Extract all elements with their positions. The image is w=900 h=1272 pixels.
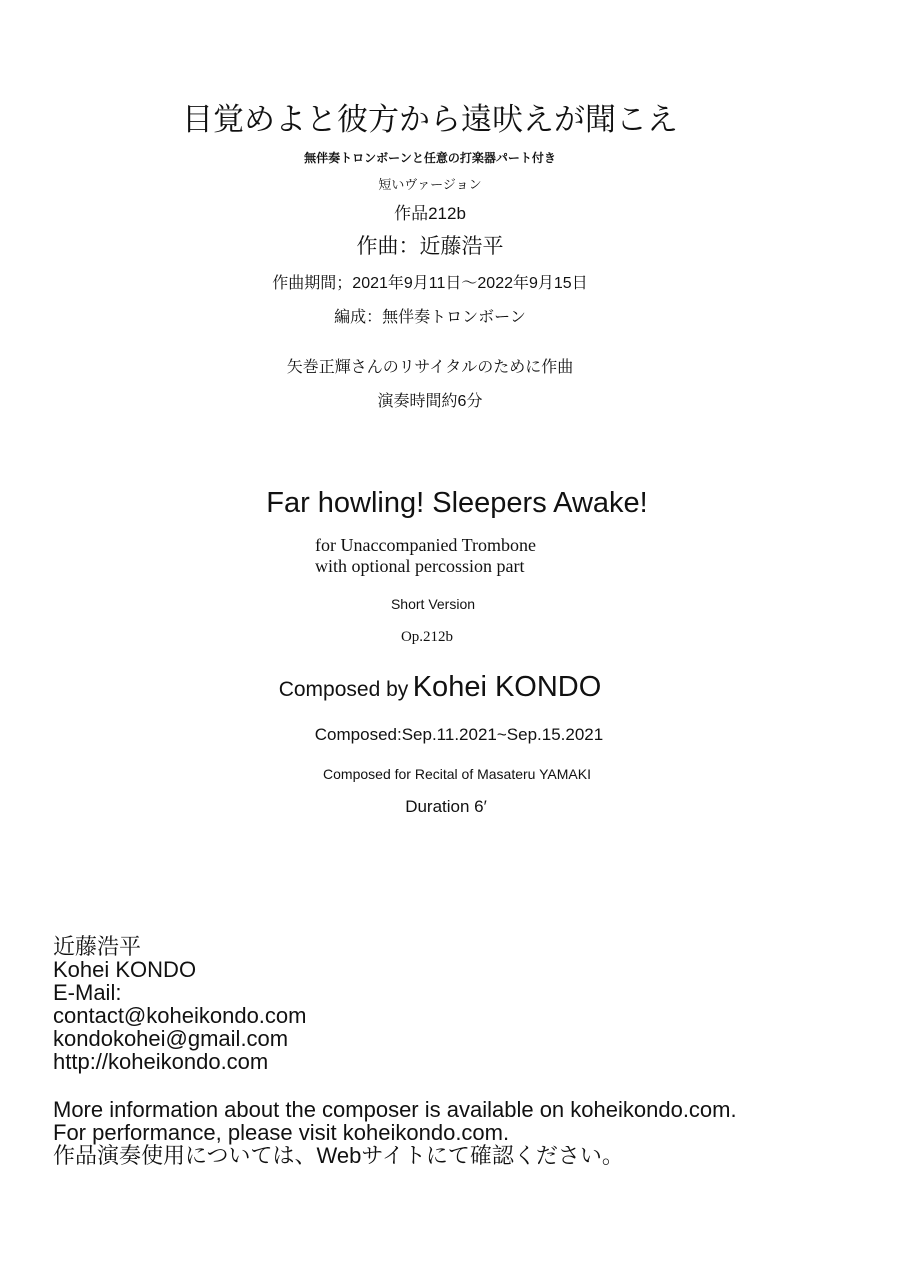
en-title: Far howling! Sleepers Awake!: [266, 487, 648, 519]
jp-opus: 作品212b: [394, 204, 466, 223]
contact-name-en: Kohei KONDO: [53, 957, 197, 982]
en-composer-name: Kohei KONDO: [412, 671, 602, 703]
en-duration: Duration 6′: [405, 797, 487, 816]
jp-version: 短いヴァージョン: [378, 177, 482, 192]
jp-dedication: 矢巻正輝さんのリサイタルのために作曲: [286, 359, 574, 376]
en-dedication: Composed for Recital of Masateru YAMAKI: [323, 766, 591, 782]
en-composed-by: [0, 668, 880, 711]
contact-website[interactable]: http://koheikondo.com: [53, 1049, 269, 1074]
contact-name-jp: 近藤浩平: [53, 934, 142, 959]
info-block: [53, 1098, 737, 1167]
jp-duration: 演奏時間約6分: [377, 393, 483, 410]
en-subtitle-line2: with optional percossion part: [315, 556, 525, 576]
contact-block: [53, 935, 306, 1073]
contact-email-label: E-Mail:: [53, 980, 122, 1005]
jp-instrumentation: 編成：無伴奏トロンボーン: [334, 309, 526, 326]
contact-email-1[interactable]: contact@koheikondo.com: [53, 1003, 307, 1028]
jp-period: 作曲期間；2021年9月11日〜2022年9月15日: [272, 275, 588, 292]
jp-composer: 作曲：近藤浩平: [356, 235, 504, 258]
en-version: Short Version: [390, 596, 476, 612]
en-opus: Op.212b: [400, 629, 454, 645]
jp-subtitle: 無伴奏トロンボーンと任意の打楽器パート付き: [304, 151, 556, 165]
info-line-2: For performance, please visit koheikondo.com.: [53, 1120, 510, 1145]
info-line-1: More information about the composer is available on koheikondo.com.: [53, 1097, 737, 1122]
info-line-3: 作品演奏使用については、Webサイトにて確認ください。: [53, 1143, 624, 1168]
jp-title: 目覚めよと彼方から遠吠えが聞こえ: [182, 102, 678, 137]
en-composed-by-prefix: Composed by: [278, 678, 409, 701]
en-composed-dates: Composed:Sep.11.2021~Sep.15.2021: [314, 725, 604, 744]
contact-email-2[interactable]: kondokohei@gmail.com: [53, 1026, 289, 1051]
en-subtitle-line1: for Unaccompanied Trombone: [315, 535, 536, 555]
